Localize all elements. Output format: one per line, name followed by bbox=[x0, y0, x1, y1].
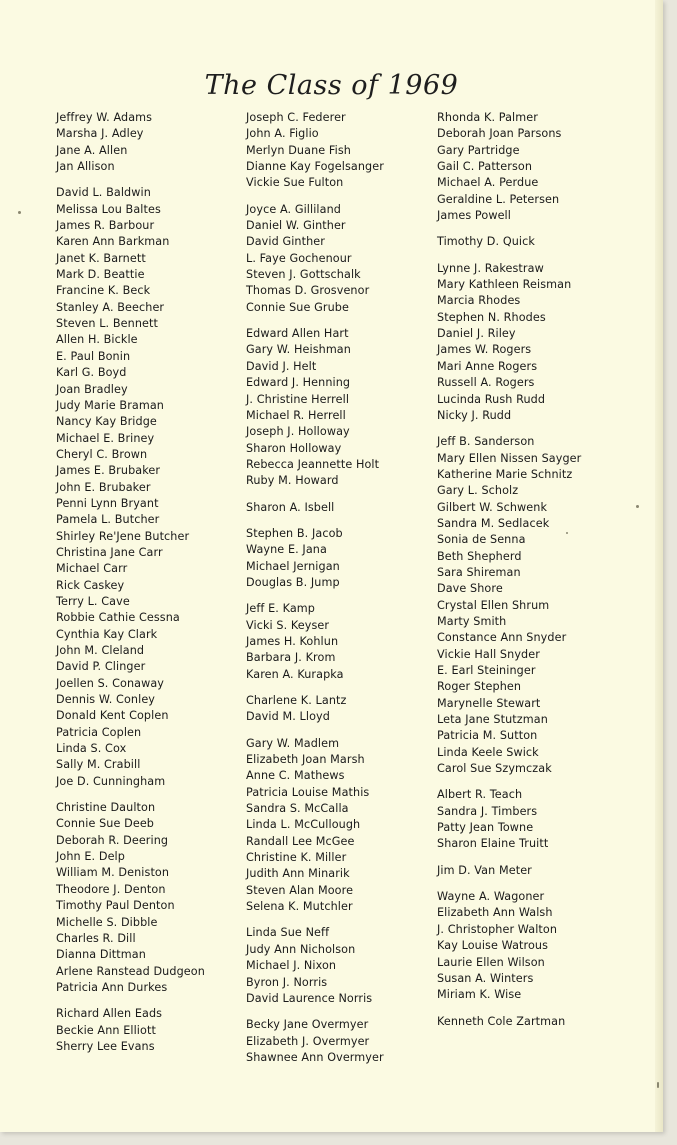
student-name: Elizabeth J. Overmyer bbox=[246, 1034, 370, 1048]
student-name: Sara Shireman bbox=[437, 565, 521, 579]
student-name: Vicki S. Keyser bbox=[246, 618, 330, 632]
student-name: William M. Deniston bbox=[56, 866, 170, 880]
student-name: Patricia Ann Durkes bbox=[56, 980, 168, 994]
student-name: Allen H. Bickle bbox=[56, 333, 138, 347]
student-name: Sandra J. Timbers bbox=[437, 804, 538, 818]
name-group bbox=[437, 234, 581, 250]
student-name: Gary L. Scholz bbox=[437, 484, 519, 498]
student-name: Patricia Louise Mathis bbox=[246, 785, 370, 799]
page-edge bbox=[655, 0, 663, 1132]
student-name: Michael A. Perdue bbox=[437, 176, 539, 190]
name-group bbox=[437, 787, 581, 852]
student-name: Wayne A. Wagoner bbox=[437, 890, 545, 904]
student-name: David Laurence Norris bbox=[246, 991, 373, 1005]
student-name: Albert R. Teach bbox=[437, 788, 523, 802]
student-name: Stephen B. Jacob bbox=[246, 526, 343, 540]
student-name: Jeffrey W. Adams bbox=[56, 111, 153, 124]
name-group bbox=[246, 326, 384, 489]
name-group bbox=[246, 202, 384, 316]
name-group bbox=[56, 1006, 205, 1055]
student-name: Sharon Holloway bbox=[246, 441, 342, 455]
student-name: Rhonda K. Palmer bbox=[437, 111, 538, 124]
student-name: Michael Carr bbox=[56, 562, 128, 576]
student-name: Susan A. Winters bbox=[437, 971, 534, 985]
student-name: Nancy Kay Bridge bbox=[56, 415, 157, 429]
student-name: Timothy Paul Denton bbox=[56, 899, 175, 913]
student-name: Theodore J. Denton bbox=[56, 882, 166, 896]
student-name: Kay Louise Watrous bbox=[437, 939, 549, 953]
student-name: Ruby M. Howard bbox=[246, 474, 339, 488]
paper-speck bbox=[636, 505, 639, 508]
student-name: Gary Partridge bbox=[437, 143, 520, 157]
student-name: Melissa Lou Baltes bbox=[56, 202, 161, 216]
student-name: Daniel J. Riley bbox=[437, 327, 516, 341]
student-name: Merlyn Duane Fish bbox=[246, 143, 351, 157]
name-group bbox=[56, 185, 205, 790]
student-name: E. Earl Steininger bbox=[437, 664, 536, 677]
student-name: Terry L. Cave bbox=[56, 594, 130, 608]
student-name: Gary W. Heishman bbox=[246, 343, 351, 357]
name-group bbox=[437, 434, 581, 777]
student-name: Michelle S. Dibble bbox=[56, 915, 158, 929]
student-name: Joseph C. Federer bbox=[246, 111, 346, 124]
student-name: E. Paul Bonin bbox=[56, 349, 131, 363]
student-name: Richard Allen Eads bbox=[56, 1007, 163, 1021]
student-name: Michael R. Herrell bbox=[246, 408, 346, 422]
student-name: James W. Rogers bbox=[437, 343, 532, 357]
student-name: Beckie Ann Elliott bbox=[56, 1023, 156, 1037]
student-name: Elizabeth Joan Marsh bbox=[246, 753, 365, 767]
student-name: Michael J. Nixon bbox=[246, 959, 337, 973]
student-name: John E. Brubaker bbox=[56, 480, 151, 494]
name-group bbox=[246, 1017, 384, 1066]
student-name: Mary Kathleen Reisman bbox=[437, 278, 572, 292]
student-name: Sally M. Crabill bbox=[56, 758, 141, 772]
student-name: L. Faye Gochenour bbox=[246, 251, 352, 265]
student-name: Dave Shore bbox=[437, 582, 503, 596]
student-name: Constance Ann Snyder bbox=[437, 631, 567, 645]
student-name: Marcia Rhodes bbox=[437, 294, 521, 308]
student-name: Steven L. Bennett bbox=[56, 317, 158, 331]
student-name: John E. Delp bbox=[56, 850, 125, 864]
student-name: Cynthia Kay Clark bbox=[56, 627, 158, 641]
student-name: Kenneth Cole Zartman bbox=[437, 1014, 566, 1028]
student-name: Russell A. Rogers bbox=[437, 376, 535, 390]
student-name: Vickie Sue Fulton bbox=[246, 176, 344, 190]
student-name: Sharon Elaine Truitt bbox=[437, 837, 549, 851]
name-group bbox=[437, 889, 581, 1003]
student-name: Marynelle Stewart bbox=[437, 696, 541, 710]
student-name: Rebecca Jeannette Holt bbox=[246, 457, 380, 471]
name-group bbox=[246, 736, 384, 916]
name-group bbox=[437, 110, 581, 224]
student-name: Christine K. Miller bbox=[246, 851, 347, 865]
student-name: Karen Ann Barkman bbox=[56, 235, 170, 249]
student-name: Robbie Cathie Cessna bbox=[56, 611, 180, 625]
student-name: Nicky J. Rudd bbox=[437, 408, 512, 422]
student-name: Sandra M. Sedlacek bbox=[437, 516, 550, 530]
student-name: James Powell bbox=[437, 209, 511, 223]
student-name: Beth Shepherd bbox=[437, 549, 522, 563]
student-name: Connie Sue Deeb bbox=[56, 817, 154, 831]
student-name: Miriam K. Wise bbox=[437, 988, 522, 1002]
student-name: Sherry Lee Evans bbox=[56, 1039, 155, 1053]
name-group bbox=[246, 110, 384, 192]
student-name: Timothy D. Quick bbox=[437, 235, 535, 249]
student-name: Vickie Hall Snyder bbox=[437, 647, 540, 661]
student-name: Patty Jean Towne bbox=[437, 821, 534, 835]
student-name: Barbara J. Krom bbox=[246, 651, 336, 665]
student-name: Edward Allen Hart bbox=[246, 327, 349, 341]
student-name: James E. Brubaker bbox=[56, 464, 161, 478]
name-group bbox=[56, 800, 205, 996]
student-name: Gail C. Patterson bbox=[437, 160, 533, 174]
student-name: Shawnee Ann Overmyer bbox=[246, 1050, 384, 1064]
student-name: Cheryl C. Brown bbox=[56, 447, 148, 461]
student-name: Joyce A. Gilliland bbox=[246, 202, 341, 216]
student-name: Marty Smith bbox=[437, 614, 507, 628]
student-name: Gary W. Madlem bbox=[246, 736, 340, 750]
student-name: Joseph J. Holloway bbox=[246, 425, 350, 439]
student-name: Judith Ann Minarik bbox=[246, 867, 350, 881]
student-name: Marsha J. Adley bbox=[56, 127, 144, 141]
student-name: Donald Kent Coplen bbox=[56, 709, 169, 723]
student-name: Linda Sue Neff bbox=[246, 926, 330, 940]
student-name: Byron J. Norris bbox=[246, 975, 328, 989]
student-name: Michael E. Briney bbox=[56, 431, 155, 445]
student-name: Linda Keele Swick bbox=[437, 745, 539, 759]
student-name: Crystal Ellen Shrum bbox=[437, 598, 550, 612]
student-name: Jan Allison bbox=[56, 160, 115, 174]
name-group bbox=[246, 526, 384, 591]
name-column-3 bbox=[437, 110, 581, 1040]
student-name: Lucinda Rush Rudd bbox=[437, 392, 546, 406]
student-name: Edward J. Henning bbox=[246, 376, 351, 390]
student-name: Wayne E. Jana bbox=[246, 543, 327, 557]
student-name: Daniel W. Ginther bbox=[246, 219, 346, 233]
student-name: Penni Lynn Bryant bbox=[56, 496, 159, 510]
student-name: Karl G. Boyd bbox=[56, 366, 127, 380]
student-name: Stephen N. Rhodes bbox=[437, 310, 546, 324]
name-column-1 bbox=[56, 110, 205, 1065]
student-name: Jeff B. Sanderson bbox=[437, 435, 535, 449]
student-name: Charlene K. Lantz bbox=[246, 694, 347, 707]
student-name: Shirley Re'Jene Butcher bbox=[56, 529, 190, 543]
name-group bbox=[437, 863, 581, 879]
student-name: Steven J. Gottschalk bbox=[246, 268, 361, 282]
student-name: Roger Stephen bbox=[437, 680, 522, 694]
student-name: Deborah R. Deering bbox=[56, 833, 169, 847]
student-name: Mari Anne Rogers bbox=[437, 359, 538, 373]
student-name: Christina Jane Carr bbox=[56, 545, 163, 559]
student-name: Dianne Kay Fogelsanger bbox=[246, 160, 384, 174]
student-name: Janet K. Barnett bbox=[56, 251, 146, 265]
student-name: Jane A. Allen bbox=[56, 143, 128, 157]
student-name: Douglas B. Jump bbox=[246, 575, 340, 589]
student-name: Joellen S. Conaway bbox=[56, 676, 165, 690]
student-name: Christine Daulton bbox=[56, 801, 156, 815]
student-name: Pamela L. Butcher bbox=[56, 513, 160, 527]
student-name: Selena K. Mutchler bbox=[246, 900, 353, 914]
student-name: John A. Figlio bbox=[246, 127, 319, 141]
student-name: Joe D. Cunningham bbox=[56, 774, 166, 788]
student-name: Rick Caskey bbox=[56, 578, 125, 592]
student-name: Dennis W. Conley bbox=[56, 693, 156, 707]
student-name: Jim D. Van Meter bbox=[437, 863, 532, 877]
student-name: Leta Jane Stutzman bbox=[437, 713, 548, 727]
student-name: Steven Alan Moore bbox=[246, 883, 354, 897]
student-name: Sharon A. Isbell bbox=[246, 500, 335, 514]
student-name: Patricia M. Sutton bbox=[437, 729, 538, 743]
student-name: Deborah Joan Parsons bbox=[437, 127, 562, 141]
student-name: David Ginther bbox=[246, 235, 325, 249]
student-name: J. Christopher Walton bbox=[437, 922, 558, 936]
student-name: Michael Jernigan bbox=[246, 559, 340, 573]
student-name: Geraldine L. Petersen bbox=[437, 192, 560, 206]
paper-speck bbox=[566, 532, 568, 534]
student-name: James H. Kohlun bbox=[246, 634, 339, 648]
student-name: Anne C. Mathews bbox=[246, 769, 345, 783]
student-name: Carol Sue Szymczak bbox=[437, 762, 552, 776]
student-name: Mark D. Beattie bbox=[56, 268, 145, 282]
name-group bbox=[246, 601, 384, 683]
student-name: Elizabeth Ann Walsh bbox=[437, 906, 553, 920]
name-group bbox=[437, 261, 581, 424]
name-group bbox=[246, 693, 384, 726]
student-name: Joan Bradley bbox=[56, 382, 128, 396]
student-name: Sandra S. McCalla bbox=[246, 802, 349, 816]
student-name: Stanley A. Beecher bbox=[56, 300, 165, 314]
student-name: Dianna Dittman bbox=[56, 948, 146, 962]
student-name: Thomas D. Grosvenor bbox=[246, 284, 370, 298]
name-group bbox=[56, 110, 205, 175]
student-name: Linda L. McCullough bbox=[246, 818, 361, 832]
student-name: Jeff E. Kamp bbox=[246, 602, 315, 616]
student-name: Lynne J. Rakestraw bbox=[437, 261, 544, 275]
student-name: J. Christine Herrell bbox=[246, 392, 350, 406]
student-name: Judy Marie Braman bbox=[56, 398, 164, 412]
student-name: David J. Helt bbox=[246, 359, 317, 373]
student-name: Charles R. Dill bbox=[56, 931, 136, 945]
name-group bbox=[437, 1014, 581, 1030]
student-name: Karen A. Kurapka bbox=[246, 667, 344, 681]
student-name: Francine K. Beck bbox=[56, 284, 151, 298]
student-name: Connie Sue Grube bbox=[246, 300, 349, 314]
student-name: David L. Baldwin bbox=[56, 186, 151, 200]
student-name: Randall Lee McGee bbox=[246, 834, 355, 848]
student-name: Gilbert W. Schwenk bbox=[437, 500, 548, 514]
name-group bbox=[246, 500, 384, 516]
student-name: David M. Lloyd bbox=[246, 710, 330, 724]
paper-speck bbox=[657, 1082, 659, 1088]
page-title: The Class of 1969 bbox=[204, 70, 459, 101]
student-name: Judy Ann Nicholson bbox=[246, 942, 356, 956]
student-name: Katherine Marie Schnitz bbox=[437, 467, 573, 481]
student-name: Arlene Ranstead Dudgeon bbox=[56, 964, 205, 978]
student-name: Sonia de Senna bbox=[437, 533, 526, 547]
name-column-2 bbox=[246, 110, 384, 1076]
student-name: Becky Jane Overmyer bbox=[246, 1018, 369, 1032]
student-name: Laurie Ellen Wilson bbox=[437, 955, 545, 969]
student-name: Linda S. Cox bbox=[56, 742, 127, 756]
name-group bbox=[246, 925, 384, 1007]
paper-speck bbox=[18, 211, 21, 214]
student-name: James R. Barbour bbox=[56, 219, 155, 233]
student-name: Patricia Coplen bbox=[56, 725, 142, 739]
student-name: David P. Clinger bbox=[56, 660, 146, 674]
student-name: John M. Cleland bbox=[56, 644, 145, 657]
student-name: Mary Ellen Nissen Sayger bbox=[437, 451, 582, 465]
